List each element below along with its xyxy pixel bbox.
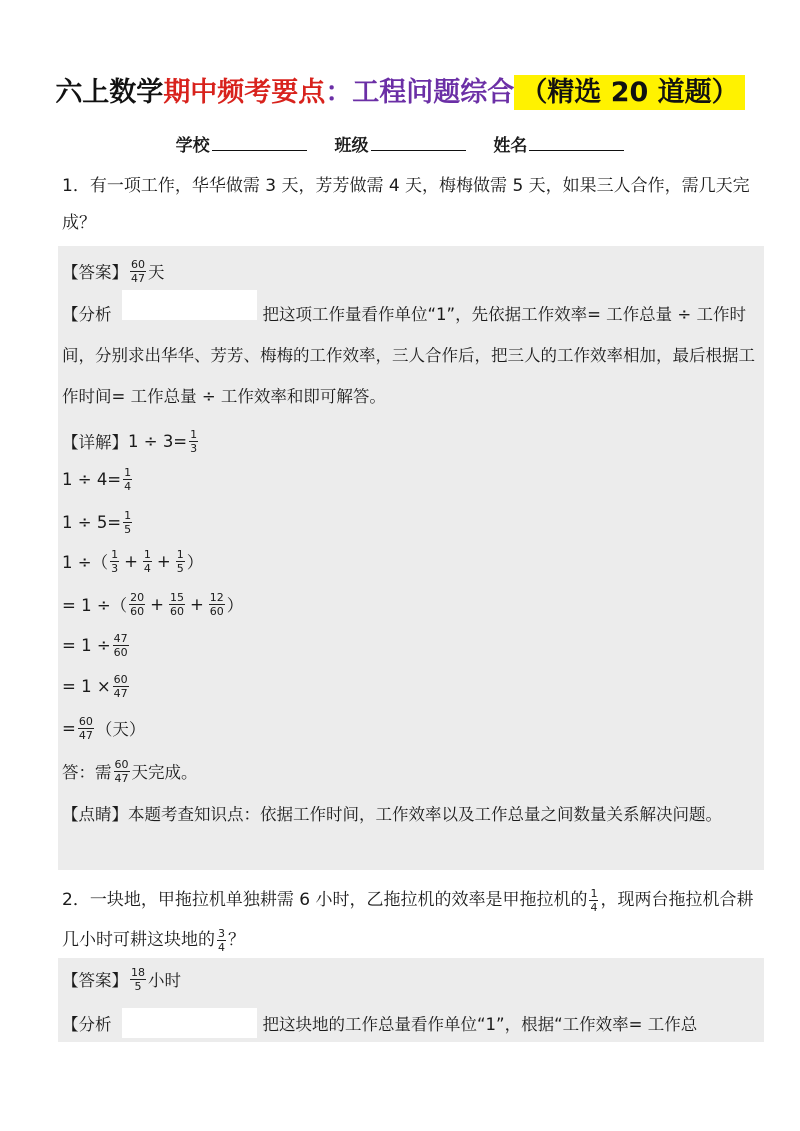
fraction: $\frac{1}{4}$ <box>143 547 151 575</box>
step-text: ） <box>186 553 204 572</box>
name-blank <box>529 136 624 151</box>
fraction: $\frac{1}{3}$ <box>190 427 198 455</box>
step-text: ） <box>226 596 244 615</box>
analysis-label: 【分析 <box>62 305 112 324</box>
answer-unit: 小时 <box>148 971 181 990</box>
name-label: 姓名 <box>493 136 528 156</box>
title-part-exam: 期中频考要点 <box>163 77 326 108</box>
q2-answer-line <box>62 962 181 996</box>
q1-step-3 <box>62 505 134 539</box>
redaction-box <box>122 1008 257 1038</box>
class-label: 班级 <box>334 136 369 156</box>
question-2-text-b: ，现两台拖拉机合耕几小时可耕这块地的 <box>62 890 754 950</box>
fraction: $\frac{1}{5}$ <box>124 508 132 536</box>
q1-tip <box>62 794 762 835</box>
question-2-text-a: 2．一块地，甲拖拉机单独耕需 6 小时，乙拖拉机的效率是甲拖拉机的 <box>62 890 588 910</box>
tip-label: 【点睛】 <box>62 805 128 824</box>
analysis-label: 【分析 <box>62 1015 112 1034</box>
plus-sign: + <box>150 594 164 614</box>
step-text: = 1 ÷ <box>62 635 111 655</box>
fraction: $\frac{20}{60}$ <box>130 590 145 618</box>
answer-unit: 天 <box>148 263 165 282</box>
student-info-row <box>0 131 800 156</box>
fraction: $\frac{3}{4}$ <box>218 926 225 954</box>
title-part-topic: ：工程问题综合 <box>325 77 515 108</box>
step-text: = 1 ÷（ <box>62 596 128 615</box>
fraction: $\frac{47}{60}$ <box>113 631 128 659</box>
q1-step-8 <box>62 711 145 745</box>
step-text: = <box>62 718 76 738</box>
plus-sign: + <box>156 551 171 571</box>
page-title <box>0 70 800 109</box>
q1-step-6 <box>62 628 131 662</box>
fraction: $\frac{1}{4}$ <box>590 886 598 914</box>
fraction: $\frac{15}{60}$ <box>169 590 184 618</box>
fraction: $\frac{1}{5}$ <box>176 547 184 575</box>
class-blank <box>371 136 466 151</box>
step-text: 1 ÷（ <box>62 553 109 572</box>
q2-analysis <box>62 1006 697 1040</box>
step-text: = 1 × <box>62 676 111 696</box>
step-text: 1 ÷ 3= <box>128 431 188 451</box>
plus-sign: + <box>189 594 204 614</box>
step-text: （天） <box>95 720 146 739</box>
tip-text: 本题考查知识点：依据工作时间，工作效率以及工作总量之间数量关系解决问题。 <box>128 805 722 824</box>
title-part-grade: 六上数学 <box>55 77 164 108</box>
analysis-text: 把这块地的工作总量看作单位“1”，根据“工作效率= 工作总 <box>262 1015 698 1034</box>
fraction: $\frac{1}{4}$ <box>124 465 132 493</box>
fraction: $\frac{60}{47}$ <box>113 672 128 700</box>
redaction-box <box>122 290 257 320</box>
conclusion-text: 天完成。 <box>131 763 198 782</box>
q1-step-1 <box>62 424 200 458</box>
q1-answer-line <box>62 254 165 288</box>
analysis-text: 把这项工作量看作单位“1”，先依据工作效率= 工作总量 ÷ 工作时间，分别求出华华、芳芳、梅梅的工作效率，三人合作后，把三人的工作效率相加，最后根据工作时间= 工作总量 ÷ 工作效率和即可解答。 <box>62 305 755 406</box>
title-part-highlight: （精选 20 道题） <box>514 75 744 110</box>
q1-conclusion <box>62 754 198 788</box>
q1-step-7 <box>62 669 131 703</box>
fraction: $\frac{18}{5}$ <box>131 965 145 993</box>
step-text: 1 ÷ 5= <box>62 512 122 532</box>
fraction: $\frac{12}{60}$ <box>209 590 224 618</box>
q1-analysis <box>62 290 762 417</box>
question-1-text: 1．有一项工作，华华做需 3 天，芳芳做需 4 天，梅梅做需 5 天，如果三人合作，需几天完成？ <box>62 176 750 233</box>
answer-label: 【答案】 <box>62 263 128 282</box>
fraction: $\frac{60}{47}$ <box>114 757 129 785</box>
plus-sign: + <box>124 551 138 571</box>
step-text: 1 ÷ 4= <box>62 469 122 489</box>
conclusion-text: 答：需 <box>62 763 112 782</box>
fraction: $\frac{60}{47}$ <box>131 257 145 285</box>
q1-step-2 <box>62 462 134 496</box>
q1-step-5 <box>62 587 243 621</box>
school-blank <box>212 136 307 151</box>
question-2-text-c: ？ <box>228 930 245 950</box>
fraction: $\frac{60}{47}$ <box>78 714 93 742</box>
q1-step-4 <box>62 544 203 578</box>
detail-label: 【详解】 <box>62 433 128 452</box>
school-label: 学校 <box>175 136 210 156</box>
fraction: $\frac{1}{3}$ <box>111 547 119 575</box>
question-2-text <box>62 880 762 960</box>
answer-label: 【答案】 <box>62 971 128 990</box>
